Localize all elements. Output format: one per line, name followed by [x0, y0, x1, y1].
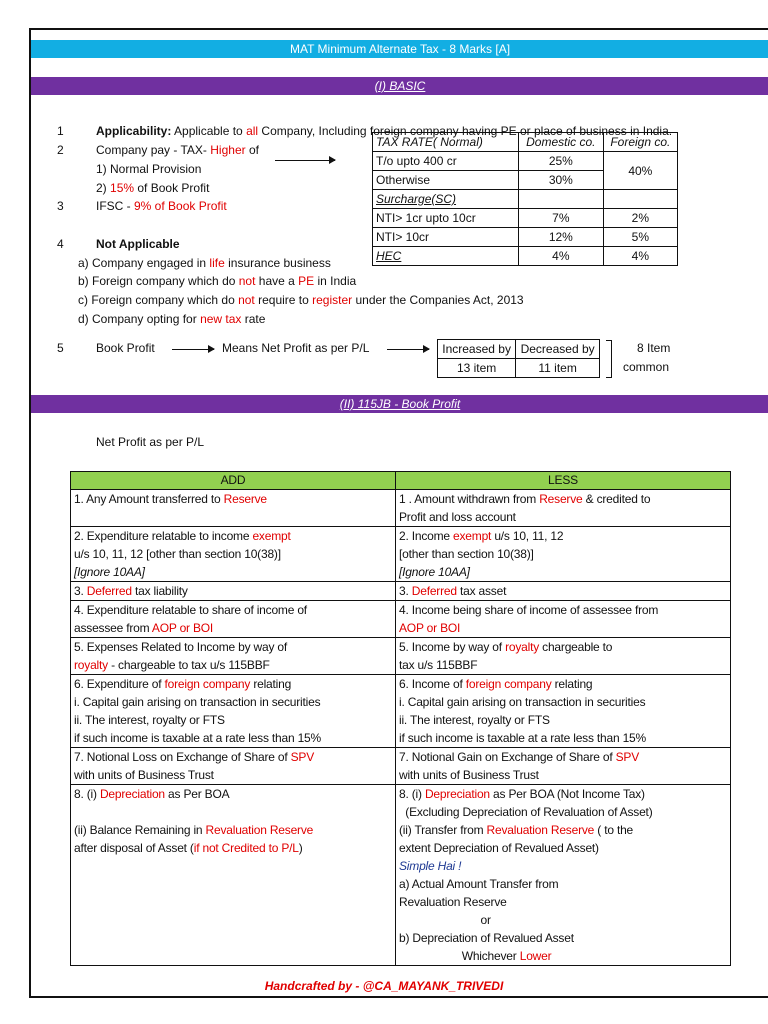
- tax-cell: NTI> 1cr upto 10cr: [373, 209, 519, 228]
- cell-line: [399, 821, 727, 839]
- text-run: u/s 10, 11, 12: [491, 529, 564, 543]
- cell-line: [399, 675, 727, 693]
- arrow-icon: [275, 160, 335, 161]
- table-row: [71, 638, 731, 675]
- cell-line: [74, 563, 392, 581]
- less-cell: [396, 601, 731, 638]
- cell-line: [399, 748, 727, 766]
- tax-cell: 5%: [603, 228, 677, 247]
- tax-cell: 4%: [519, 247, 604, 266]
- cell-line: [399, 711, 727, 729]
- tax-cell: 4%: [603, 247, 677, 266]
- book-profit-label: Book Profit: [96, 341, 155, 355]
- text-run: 1 . Amount withdrawn from: [399, 492, 540, 506]
- cell-line: [399, 619, 727, 637]
- cell-line: [399, 911, 727, 929]
- cell-line: [399, 545, 727, 563]
- cell-line: [399, 527, 727, 545]
- highlight-text: not: [238, 274, 256, 288]
- arrow-icon: [172, 349, 214, 350]
- cell-line: [399, 839, 727, 857]
- basic-item: [78, 310, 265, 329]
- text-run: with units of Business Trust: [399, 768, 539, 782]
- means-label: Means Net Profit as per P/L: [222, 341, 370, 355]
- net-profit-label: Net Profit as per P/L: [96, 435, 205, 449]
- basic-item: [78, 272, 356, 291]
- book-profit-table: [70, 471, 731, 966]
- highlight-text: new tax: [200, 312, 242, 326]
- less-cell: [396, 785, 731, 966]
- text-run: u/s 10, 11, 12 [other than section 10(38)]: [74, 547, 281, 561]
- text-run: assessee from: [74, 621, 152, 635]
- text-run: if such income is taxable at a rate less than 15%: [74, 731, 322, 745]
- highlight-text: SPV: [615, 750, 640, 764]
- cell-line: [74, 545, 392, 563]
- text-run: ii. The interest, royalty or FTS: [399, 713, 550, 727]
- less-cell: [396, 490, 731, 527]
- highlight-text: 9% of Book Profit: [134, 199, 227, 213]
- cell-line: [74, 729, 392, 747]
- tax-cell: Surcharge(SC): [373, 190, 519, 209]
- highlight-text: Depreciation: [424, 787, 490, 801]
- highlight-text: Revaluation Reserve: [205, 823, 314, 837]
- text-run: 6. Expenditure of: [74, 677, 165, 691]
- add-cell: [71, 675, 396, 748]
- table-row: [71, 490, 731, 527]
- text-run: extent Depreciation of Revalued Asset): [399, 841, 599, 855]
- text-run: 1) Normal Provision: [96, 162, 202, 176]
- text-run: (Excluding Depreciation of Revaluation of Asset): [399, 805, 653, 819]
- item-number: 4: [57, 237, 64, 251]
- cell-line: [399, 582, 727, 600]
- highlight-text: Lower: [519, 949, 552, 963]
- highlight-text: Higher: [210, 143, 246, 157]
- text-run: & credited to: [582, 492, 651, 506]
- cell-line: [399, 875, 727, 893]
- cell-line: [399, 638, 727, 656]
- text-run: [Ignore 10AA]: [74, 565, 145, 579]
- text-run: with units of Business Trust: [74, 768, 214, 782]
- cell-line: [74, 748, 392, 766]
- text-run: if such income is taxable at a rate less than 15%: [399, 731, 647, 745]
- table-row: [71, 785, 731, 966]
- basic-item: [78, 254, 331, 273]
- decrease-count: 11 item: [516, 359, 600, 378]
- highlight-text: not: [238, 293, 255, 307]
- highlight-text: SPV: [290, 750, 315, 764]
- text-run: Simple Hai !: [399, 859, 462, 873]
- less-cell: [396, 527, 731, 582]
- text-run: b) Foreign company which do: [78, 274, 239, 288]
- text-run: relating: [551, 677, 593, 691]
- text-run: as Per BOA (Not Income Tax): [489, 787, 645, 801]
- text-run: relating: [250, 677, 292, 691]
- cell-line: [74, 693, 392, 711]
- table-row: [71, 675, 731, 748]
- highlight-text: Reserve: [223, 492, 267, 506]
- tax-rate-table: [372, 132, 678, 266]
- basic-item: [78, 291, 524, 310]
- cell-line: [74, 803, 392, 821]
- cell-line: [399, 766, 727, 784]
- highlight-text: royalty: [74, 658, 108, 672]
- basic-item: [96, 179, 209, 198]
- text-run: 5. Expenses Related to Income by way of: [74, 640, 287, 654]
- add-cell: [71, 601, 396, 638]
- text-run: [Ignore 10AA]: [399, 565, 470, 579]
- increase-count: 13 item: [438, 359, 516, 378]
- cell-line: [399, 693, 727, 711]
- highlight-text: all: [246, 124, 259, 138]
- brace-icon: [606, 340, 612, 378]
- text-run: 2): [96, 181, 111, 195]
- text-run: insurance business: [224, 256, 331, 270]
- text-run: ): [298, 841, 303, 855]
- add-cell: [71, 785, 396, 966]
- cell-line: [74, 785, 392, 803]
- text-run: 4. Income being share of income of assessee from: [399, 603, 659, 617]
- text-run: 2. Income: [399, 529, 454, 543]
- text-run: (ii) Transfer from: [399, 823, 487, 837]
- cell-line: [74, 638, 392, 656]
- cell-line: [399, 601, 727, 619]
- text-run: 3.: [74, 584, 87, 598]
- text-run: rate: [241, 312, 266, 326]
- cell-line: [399, 857, 727, 875]
- add-cell: [71, 638, 396, 675]
- text-run: ( to the: [594, 823, 634, 837]
- cell-line: [74, 619, 392, 637]
- text-run: 4. Expenditure relatable to share of income of: [74, 603, 307, 617]
- table-row: [71, 527, 731, 582]
- text-run: chargeable to: [539, 640, 613, 654]
- cell-line: [74, 675, 392, 693]
- tax-header: Foreign co.: [603, 133, 677, 152]
- text-run: of Book Profit: [134, 181, 210, 195]
- cell-line: [74, 821, 392, 839]
- text-run: 1. Any Amount transferred to: [74, 492, 224, 506]
- highlight-text: royalty: [505, 640, 540, 654]
- highlight-text: PE: [298, 274, 315, 288]
- less-cell: [396, 748, 731, 785]
- text-run: require to: [254, 293, 313, 307]
- item-number: 1: [57, 124, 64, 138]
- cell-line: [74, 490, 392, 508]
- cell-line: [399, 490, 727, 508]
- add-header: ADD: [71, 472, 396, 490]
- page-title: MAT Minimum Alternate Tax - 8 Marks [A]: [31, 40, 768, 58]
- table-row: [71, 748, 731, 785]
- highlight-text: 15%: [110, 181, 135, 195]
- highlight-text: life: [209, 256, 225, 270]
- highlight-text: Reserve: [539, 492, 583, 506]
- cell-line: [399, 929, 727, 947]
- tax-header: TAX RATE( Normal): [373, 133, 519, 152]
- basic-item: [96, 160, 201, 179]
- cell-line: [74, 527, 392, 545]
- cell-line: [399, 893, 727, 911]
- add-cell: [71, 748, 396, 785]
- text-run: 8. (i): [399, 787, 425, 801]
- less-cell: [396, 582, 731, 601]
- cell-line: [74, 656, 392, 674]
- cell-line: [399, 729, 727, 747]
- decreased-by: Decreased by: [516, 340, 600, 359]
- text-run: 8. (i): [74, 787, 100, 801]
- less-cell: [396, 638, 731, 675]
- arrow-icon: [387, 349, 429, 350]
- text-run: under the Companies Act, 2013: [352, 293, 524, 307]
- highlight-text: register: [312, 293, 353, 307]
- highlight-text: exempt: [453, 529, 492, 543]
- text-run: Revaluation Reserve: [399, 895, 507, 909]
- footer-credit: Handcrafted by - @CA_MAYANK_TRIVEDI: [264, 979, 504, 993]
- cell-line: [74, 839, 392, 857]
- text-run: Whichever: [399, 949, 520, 963]
- table-row: [71, 582, 731, 601]
- text-run: or: [399, 913, 491, 927]
- increased-by: Increased by: [438, 340, 516, 359]
- text-run: i. Capital gain arising on transaction in securities: [74, 695, 321, 709]
- highlight-text: if not Credited to P/L: [193, 841, 299, 855]
- tax-cell: NTI> 10cr: [373, 228, 519, 247]
- tax-cell: 40%: [603, 152, 677, 190]
- text-run: 5. Income by way of: [399, 640, 506, 654]
- text-run: tax u/s 115BBF: [399, 658, 478, 672]
- highlight-text: foreign company: [465, 677, 552, 691]
- cell-line: [74, 582, 392, 600]
- text-run: c) Foreign company which do: [78, 293, 239, 307]
- tax-cell: 12%: [519, 228, 604, 247]
- cell-line: [74, 601, 392, 619]
- common-count: 8 Item: [637, 341, 671, 355]
- item-number: 3: [57, 199, 64, 213]
- text-run: 6. Income of: [399, 677, 466, 691]
- text-run: d) Company opting for: [78, 312, 201, 326]
- text-run: a) Company engaged in: [78, 256, 210, 270]
- basic-item: [96, 141, 259, 160]
- text-run: ii. The interest, royalty or FTS: [74, 713, 225, 727]
- text-run: b) Depreciation of Revalued Asset: [399, 931, 574, 945]
- cell-line: [74, 766, 392, 784]
- item-number: 2: [57, 143, 64, 157]
- add-cell: [71, 582, 396, 601]
- section-basic-header: (I) BASIC: [31, 77, 768, 95]
- text-run: as Per BOA: [164, 787, 230, 801]
- text-run: Applicability:: [96, 124, 172, 138]
- cell-line: [399, 947, 727, 965]
- tax-cell: T/o upto 400 cr: [373, 152, 519, 171]
- less-cell: [396, 675, 731, 748]
- add-cell: [71, 527, 396, 582]
- table-row: [71, 601, 731, 638]
- increase-decrease-table: [437, 339, 600, 378]
- cell-line: [399, 656, 727, 674]
- text-run: (ii) Balance Remaining in: [74, 823, 206, 837]
- text-run: in India: [314, 274, 357, 288]
- cell-line: [399, 563, 727, 581]
- text-run: Company pay - TAX-: [96, 143, 211, 157]
- basic-item: [96, 235, 180, 254]
- text-run: Applicable to: [171, 124, 247, 138]
- text-run: 2. Expenditure relatable to income: [74, 529, 253, 543]
- section-115jb-header: (II) 115JB - Book Profit: [31, 395, 768, 413]
- tax-header: Domestic co.: [519, 133, 604, 152]
- cell-line: [399, 785, 727, 803]
- text-run: a) Actual Amount Transfer from: [399, 877, 559, 891]
- highlight-text: Depreciation: [99, 787, 165, 801]
- cell-line: [399, 508, 727, 526]
- item-number: 5: [57, 341, 64, 355]
- common-label: common: [623, 360, 670, 374]
- text-run: i. Capital gain arising on transaction in securities: [399, 695, 646, 709]
- tax-cell: 30%: [519, 171, 604, 190]
- text-run: Not Applicable: [96, 237, 180, 251]
- tax-cell: 7%: [519, 209, 604, 228]
- basic-item: [96, 197, 227, 216]
- cell-line: [399, 803, 727, 821]
- text-run: [74, 805, 77, 819]
- text-run: 3.: [399, 584, 412, 598]
- text-run: Profit and loss account: [399, 510, 516, 524]
- highlight-text: AOP or BOI: [399, 621, 461, 635]
- less-header: LESS: [396, 472, 731, 490]
- text-run: have a: [255, 274, 299, 288]
- text-run: 7. Notional Gain on Exchange of Share of: [399, 750, 616, 764]
- cell-line: [74, 711, 392, 729]
- tax-cell: 2%: [603, 209, 677, 228]
- highlight-text: Deferred: [411, 584, 457, 598]
- text-run: IFSC -: [96, 199, 134, 213]
- highlight-text: AOP or BOI: [151, 621, 214, 635]
- tax-cell: HEC: [373, 247, 519, 266]
- highlight-text: foreign company: [164, 677, 251, 691]
- text-run: 7. Notional Loss on Exchange of Share of: [74, 750, 291, 764]
- tax-cell: 25%: [519, 152, 604, 171]
- highlight-text: exempt: [252, 529, 291, 543]
- text-run: tax liability: [131, 584, 188, 598]
- add-cell: [71, 490, 396, 527]
- text-run: [other than section 10(38)]: [399, 547, 534, 561]
- highlight-text: Revaluation Reserve: [486, 823, 595, 837]
- tax-cell: Otherwise: [373, 171, 519, 190]
- text-run: tax asset: [456, 584, 507, 598]
- text-run: of: [245, 143, 259, 157]
- text-run: - chargeable to tax u/s 115BBF: [107, 658, 270, 672]
- text-run: Company, Including foreign company having PE or place of business in India.: [258, 124, 673, 138]
- highlight-text: Deferred: [86, 584, 132, 598]
- text-run: after disposal of Asset (: [74, 841, 194, 855]
